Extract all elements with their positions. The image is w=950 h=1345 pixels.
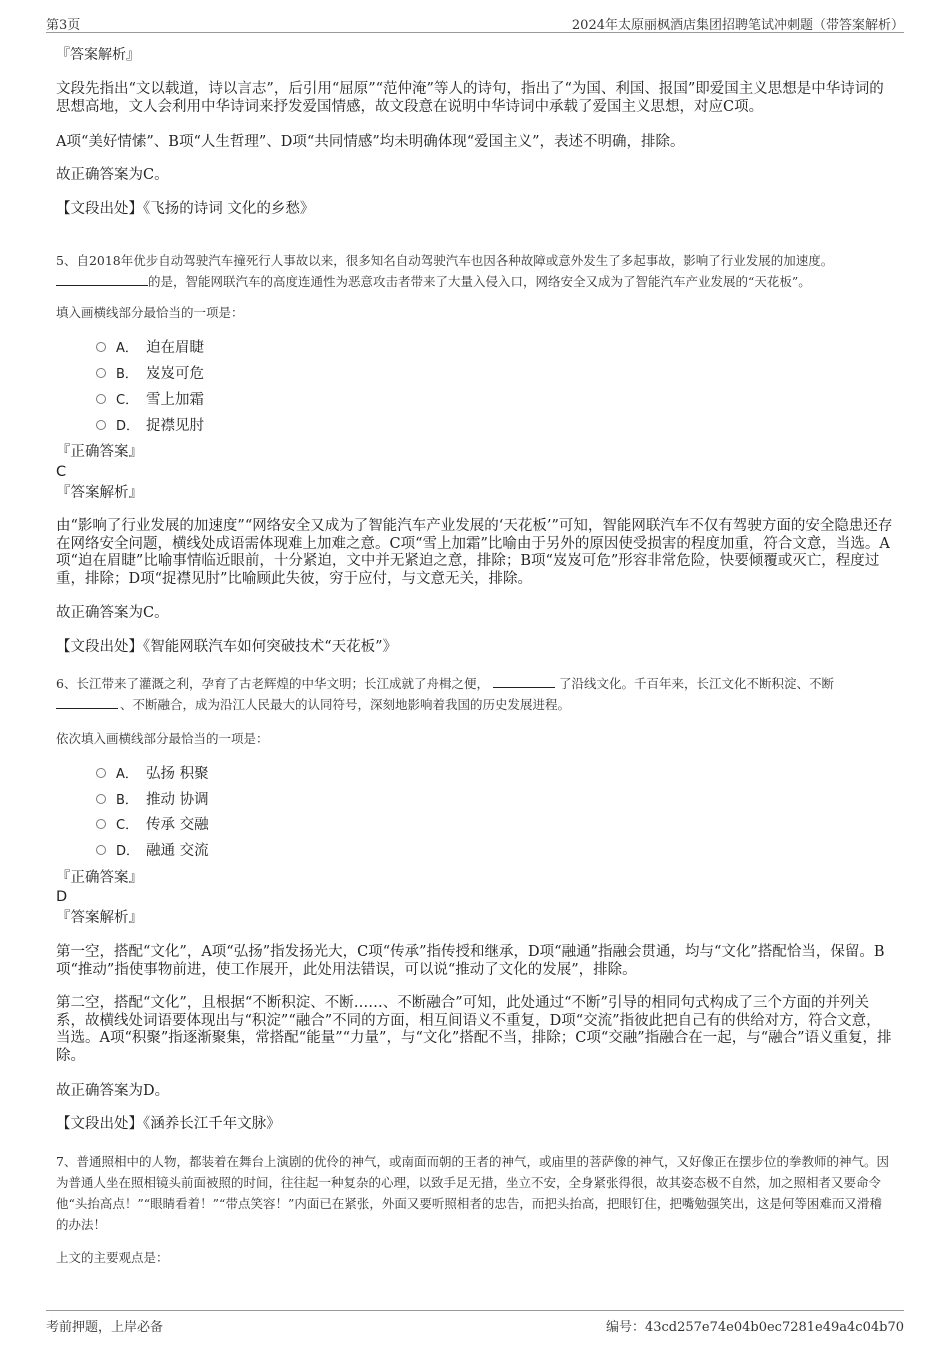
q7-stem: 7、普通照相中的人物，都装着在舞台上演剧的优伶的神气，或南面而朝的王者的神气，或庙里的菩萨像的神气，又好像正在摆步位的拳教师的神气。因为普通人坐在照相镜头前面被照的时间，往往起一种复杂的心理，以致手足无措，坐立不安，全身紧张得很，故其姿态极不自然，加之照相者又要命令他“头抬高点！”“眼睛看着！”“带点笑容！”内面已在紧张，外面又要听照相者的忠告，而把头抬高，把眼钉住，把嘴勉强笑出，这是何等困难而又滑稽的办法！ — [56, 1154, 889, 1232]
q5-option-b[interactable]: B． 岌岌可危 — [96, 364, 204, 384]
q6-source: 【文段出处】《涵养长江千年文脉》 — [56, 1116, 281, 1132]
q5-answer-label: 『正确答案』 — [56, 444, 143, 460]
radio-icon[interactable] — [96, 394, 106, 404]
q6-prompt: 依次填入画横线部分最恰当的一项是： — [56, 731, 269, 746]
q6-blank-1 — [493, 674, 555, 688]
q6-option-b[interactable]: B． 推动 协调 — [96, 790, 209, 810]
radio-icon[interactable] — [96, 368, 106, 378]
q5-answer: C — [56, 464, 67, 480]
radio-icon[interactable] — [96, 342, 106, 352]
q4-conclusion: 故正确答案为C。 — [56, 167, 169, 183]
document-title: 2024年太原丽枫酒店集团招聘笔试冲刺题（带答案解析） — [571, 18, 904, 33]
radio-icon[interactable] — [96, 845, 106, 855]
q4-analysis-label: 『答案解析』 — [56, 47, 140, 63]
radio-icon[interactable] — [96, 768, 106, 778]
radio-icon[interactable] — [96, 794, 106, 804]
q6-stem: 6、长江带来了灌溉之利，孕育了古老辉煌的中华文明；长江成就了舟楫之便， 了沿线文化。千百年来，长江文化不断积淀、不断、不断融合，成为沿江人民最大的认同符号，深刻地影响着我国的历史发展进程。 — [56, 676, 834, 712]
q4-analysis-paragraph-1: 文段先指出“文以载道，诗以言志”，后引用“屈原”“范仲淹”等人的诗句，指出了“为国、利国、报国”即爱国主义思想是中华诗词的思想高地，文人会利用中华诗词来抒发爱国情感，故文段意在说明中华诗词中承载了爱国主义思想，对应C项。 — [56, 81, 884, 115]
q5-stem-line-1: 5、自2018年优步自动驾驶汽车撞死行人事故以来，很多知名自动驾驶汽车也因各种故障或意外发生了多起事故，影响了行业发展的加速度。 — [56, 253, 834, 268]
q5-stem-line-2-text: 的是，智能网联汽车的高度连通性为恶意攻击者带来了大量入侵入口，网络安全又成为了智能汽车产业发展的“天花板”。 — [148, 274, 811, 289]
radio-icon[interactable] — [96, 420, 106, 430]
q5-option-d[interactable]: D． 捉襟见肘 — [96, 416, 204, 436]
page-number: 第3页 — [46, 18, 81, 33]
page-header — [46, 10, 904, 33]
document-id: 编号：43cd257e74e04b0ec7281e49a4c04b70 — [605, 1320, 904, 1335]
q5-option-a[interactable]: A． 迫在眉睫 — [96, 338, 204, 358]
q4-source: 【文段出处】《飞扬的诗词 文化的乡愁》 — [56, 201, 315, 217]
q6-answer-label: 『正确答案』 — [56, 870, 143, 886]
q4-analysis-paragraph-2: A项“美好情愫”、B项“人生哲理”、D项“共同情感”均未明确体现“爱国主义”，表述不明确，排除。 — [56, 134, 685, 150]
q5-conclusion: 故正确答案为C。 — [56, 605, 169, 621]
q5-source: 【文段出处】《智能网联汽车如何突破技术“天花板”》 — [56, 639, 398, 655]
q5-option-c[interactable]: C． 雪上加霜 — [96, 390, 204, 410]
q5-stem-line-2 — [56, 271, 894, 292]
q6-analysis-label: 『答案解析』 — [56, 910, 143, 926]
q6-option-c[interactable]: C． 传承 交融 — [96, 815, 209, 835]
page-footer — [46, 1310, 904, 1335]
q6-option-a[interactable]: A． 弘扬 积聚 — [96, 764, 209, 784]
q7-prompt: 上文的主要观点是： — [56, 1250, 169, 1265]
radio-icon[interactable] — [96, 819, 106, 829]
q6-blank-2 — [56, 695, 118, 709]
q6-conclusion: 故正确答案为D。 — [56, 1083, 170, 1099]
q6-analysis-1: 第一空，搭配“文化”，A项“弘扬”指发扬光大，C项“传承”指传授和继承，D项“融通”指融会贯通，均与“文化”搭配恰当，保留。B项“推动”指使事物前进，使工作展开，此处用法错误，可以说“推动了文化的发展”，排除。 — [56, 944, 885, 978]
q5-analysis: 由“影响了行业发展的加速度”“网络安全又成为了智能汽车产业发展的‘天花板’”可知，智能网联汽车不仅有驾驶方面的安全隐患还存在网络安全问题，横线处成语需体现难上加难之意。C项“雪上加霜”比喻由于另外的原因使受损害的程度加重，符合文意，当选。A项“迫在眉睫”比喻事情临近眼前，十分紧迫，文中并无紧迫之意，排除；B项“岌岌可危”形容非常危险，快要倾覆或灭亡，程度过重，排除；D项“捉襟见肘”比喻顾此失彼，穷于应付，与文意无关，排除。 — [56, 518, 893, 587]
q6-option-d[interactable]: D． 融通 交流 — [96, 841, 209, 861]
q5-analysis-label: 『答案解析』 — [56, 485, 143, 501]
footer-slogan: 考前押题，上岸必备 — [46, 1320, 164, 1335]
q5-prompt: 填入画横线部分最恰当的一项是： — [56, 305, 244, 320]
q6-analysis-2: 第二空，搭配“文化”，且根据“不断积淀、不断……、不断融合”可知，此处通过“不断”引导的相同句式构成了三个方面的并列关系，故横线处词语要体现出与“积淀”“融合”不同的方面，相互间语义不重复，D项“交流”指彼此把自己有的供给对方，符合文意，当选。A项“积聚”指逐渐聚集，常搭配“能量”“力量”，与“文化”搭配不当，排除；C项“交融”指融合在一起，与“融合”语义重复，排除。 — [56, 995, 892, 1064]
q6-answer: D — [56, 889, 68, 905]
q5-stem — [56, 250, 894, 292]
q5-blank — [56, 272, 148, 286]
